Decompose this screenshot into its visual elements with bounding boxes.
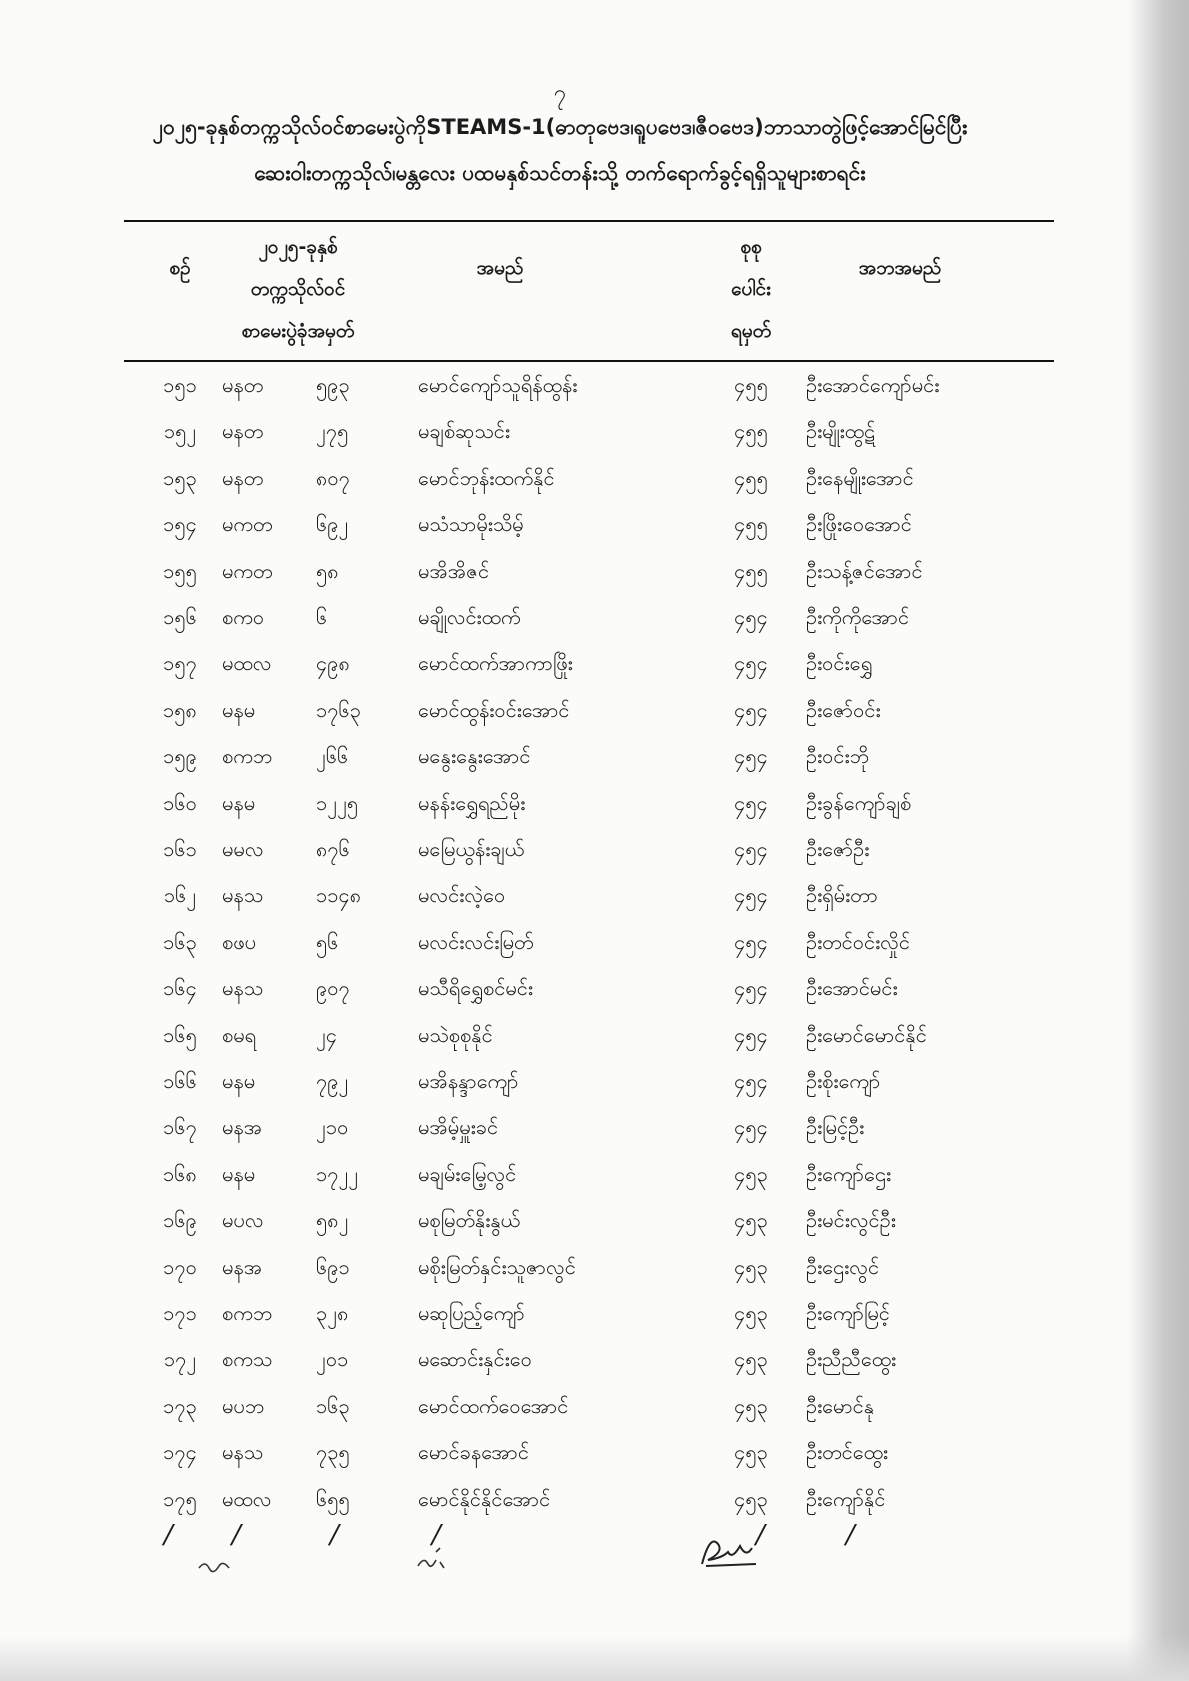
table-row (0, 1104, 1189, 1150)
table-row (0, 965, 1189, 1011)
cell-total-marks: ၄၅၄ (734, 837, 768, 861)
header-name (440, 247, 560, 289)
cell-roll-prefix: မနမ (222, 1161, 256, 1186)
cell-total-marks: ၄၅၅ (734, 419, 768, 444)
cell-roll-prefix: မထလ (222, 1486, 272, 1511)
cell-serial: ၁၅၇ (163, 651, 197, 676)
cell-roll-prefix: မကတ (222, 512, 273, 537)
cell-father-name: ဦးတင်ထွေး (806, 1440, 889, 1465)
cell-total-marks: ၄၅၄ (734, 1022, 768, 1047)
cell-total-marks: ၄၅၅ (734, 373, 768, 397)
table-row (0, 1058, 1189, 1104)
header-marks-line-2: ပေါင်း (731, 278, 771, 300)
cell-roll-prefix: မနမ (222, 697, 256, 722)
cell-roll-number: ၁၂၂၅ (316, 790, 359, 815)
table-row (0, 872, 1189, 918)
cell-name: မချမ်းမြေ့လွင် (418, 1161, 517, 1186)
document-title-line-1: ၂၀၂၅-ခုနှစ်တက္ကသိုလ်ဝင်စာမေးပွဲကိုSTEAMS-1(ဓာတုဗေဒ၊ရူပဗေဒ၊ဇီဝဗေဒ)ဘာသာတွဲဖြင့်အောင်မြင်ပြီး (152, 115, 968, 139)
cell-name: မောင်ဘုန်းထက်နိုင် (418, 465, 555, 490)
cell-roll-prefix: မနမ (222, 1069, 256, 1093)
cell-total-marks: ၄၅၃ (734, 1486, 768, 1511)
cell-roll-prefix: စကသ (222, 1347, 273, 1372)
cell-father-name: ဦးဇော်ဝင်း (806, 697, 881, 722)
cell-roll-number: ၁၇၆၃ (316, 697, 361, 722)
header-roll-line-2: တက္ကသိုလ်ဝင် (250, 278, 346, 300)
cell-roll-number: ၄၉၈ (316, 651, 350, 676)
cell-roll-number: ၆၉၁ (316, 1254, 350, 1279)
cell-father-name: ဦးအောင်မင်း (806, 976, 898, 1001)
cell-roll-number: ၆ (316, 605, 328, 629)
cell-father-name: ဦးရှိမ်းတာ (806, 883, 878, 908)
cell-roll-prefix: စကဝ (222, 605, 265, 629)
cell-roll-number: ၆၅၅ (316, 1486, 350, 1511)
signature-slash: / (326, 1520, 342, 1550)
table-row (0, 1383, 1189, 1429)
cell-serial: ၁၅၂ (163, 419, 197, 444)
cell-name: မောင်ထက်အာကာဖြိုး (418, 651, 573, 676)
cell-name: မအိအိဇင် (418, 558, 490, 583)
cell-serial: ၁၆၇ (163, 1115, 197, 1140)
cell-father-name: ဦးမောင်မောင်နိုင် (806, 1022, 927, 1047)
header-total-marks (711, 226, 791, 352)
header-marks-line-3: ရမှတ် (730, 320, 772, 342)
cell-name: မသံသာမိုးသိမ့် (418, 512, 524, 537)
cell-serial: ၁၆၅ (163, 1022, 197, 1047)
cell-father-name: ဦးဇော်ဦး (806, 837, 870, 861)
cell-name: မလင်းလင်းမြတ် (418, 929, 534, 954)
cell-roll-prefix: မနသ (222, 1440, 264, 1465)
cell-total-marks: ၄၅၄ (734, 605, 768, 629)
cell-total-marks: ၄၅၄ (734, 883, 768, 908)
cell-serial: ၁၅၁ (163, 373, 197, 397)
cell-name: မဆုပြည့်ကျော် (418, 1301, 525, 1325)
cell-total-marks: ၄၅၄ (734, 697, 768, 722)
table-row (0, 1336, 1189, 1382)
cell-father-name: ဦးဝင်းရွှေ (806, 651, 873, 676)
cell-serial: ၁၆၃ (163, 929, 197, 954)
cell-name: မနွေးနွေးအောင် (418, 744, 531, 769)
signature-row (0, 1520, 1189, 1580)
cell-father-name: ဦးမောင်နု (806, 1393, 875, 1418)
table-row (0, 501, 1189, 547)
cell-roll-prefix: မပလ (222, 1208, 264, 1233)
cell-serial: ၁၅၈ (163, 697, 197, 722)
cell-roll-number: ၂၁၀ (316, 1115, 349, 1140)
cell-total-marks: ၄၅၃ (734, 1208, 768, 1233)
cell-father-name: ဦးညီညီထွေး (806, 1347, 897, 1372)
cell-name: မချိုလင်းထက် (418, 605, 521, 629)
cell-father-name: ဦးမြင့်ဦး (806, 1115, 865, 1140)
table-row (0, 548, 1189, 594)
cell-serial: ၁၆၈ (163, 1161, 197, 1186)
header-father-label: အဘအမည် (858, 257, 942, 279)
cell-roll-prefix: မထလ (222, 651, 272, 676)
signature-slash: / (752, 1520, 768, 1550)
cell-father-name: ဦးခွန်ကျော်ချစ် (806, 790, 912, 815)
cell-serial: ၁၅၃ (163, 465, 197, 490)
cell-roll-number: ၆၉၂ (316, 512, 349, 537)
table-row (0, 780, 1189, 826)
header-roll-line-1: ၂၀၂၅-ခုနှစ် (258, 236, 338, 258)
cell-serial: ၁၅၆ (163, 605, 197, 629)
cell-roll-number: ၁၆၃ (316, 1393, 350, 1418)
header-marks-line-1: စုစု (740, 236, 762, 258)
cell-roll-prefix: မနတ (222, 465, 264, 490)
table-top-rule (124, 220, 1054, 222)
header-roll-line-3: စာမေးပွဲခုံအမှတ် (241, 320, 355, 342)
cell-serial: ၁၆၀ (163, 790, 197, 815)
cell-roll-prefix: မနသ (222, 883, 264, 908)
table-row (0, 733, 1189, 779)
cell-name: မချစ်ဆုသင်း (418, 419, 510, 444)
table-row (0, 1476, 1189, 1522)
cell-roll-prefix: စမရ (222, 1022, 257, 1047)
cell-roll-number: ၅၆ (316, 929, 339, 954)
cell-father-name: ဦးကျော်မြင့် (806, 1301, 890, 1325)
cell-serial: ၁၆၆ (163, 1069, 197, 1093)
table-row (0, 1197, 1189, 1243)
signature-slash: / (228, 1520, 244, 1550)
cell-roll-number: ၂၀၁ (316, 1347, 349, 1372)
cell-name: မနန်းရွှေရည်မိုး (418, 790, 526, 815)
cell-name: မစိုးမြတ်နှင်းသူဇာလွင် (418, 1254, 576, 1279)
cell-total-marks: ၄၅၄ (734, 651, 768, 676)
cell-total-marks: ၄၅၃ (734, 1393, 768, 1418)
header-name-label: အမည် (476, 257, 524, 279)
cell-total-marks: ၄၅၃ (734, 1254, 768, 1279)
table-row (0, 362, 1189, 408)
cell-roll-prefix: မနအ (222, 1254, 263, 1279)
cell-total-marks: ၄၅၅ (734, 465, 768, 490)
cell-name: မအိမ့်မှူးခင် (418, 1115, 499, 1140)
initials-mark (196, 1556, 232, 1580)
cell-father-name: ဦးမျိုးထွဋ် (806, 419, 876, 444)
header-father-name (810, 247, 990, 289)
cell-serial: ၁၆၉ (163, 1208, 197, 1233)
cell-name: မသီရိရွှေစင်မင်း (418, 976, 533, 1001)
cell-total-marks: ၄၅၃ (734, 1440, 768, 1465)
cell-name: မောင်ထွန်းဝင်းအောင် (418, 697, 570, 722)
cell-roll-prefix: စကဘ (222, 1301, 273, 1325)
cell-father-name: ဦးတင်ဝင်းလှိုင် (806, 929, 910, 954)
cell-serial: ၁၇၃ (163, 1393, 197, 1418)
cell-father-name: ဦးဖြိုးဝေအောင် (806, 512, 912, 537)
scan-bottom-shadow (0, 1635, 1189, 1681)
table-row (0, 594, 1189, 640)
cell-father-name: ဦးကျော်ဌေး (806, 1161, 892, 1186)
cell-roll-prefix: မနအ (222, 1115, 263, 1140)
table-row (0, 826, 1189, 872)
cell-roll-prefix: မနသ (222, 976, 264, 1001)
table-row (0, 455, 1189, 501)
cell-father-name: ဦးစိုးကျော် (806, 1069, 881, 1093)
cell-father-name: ဦးမင်းလွင်ဦး (806, 1208, 896, 1233)
cell-roll-prefix: စကဘ (222, 744, 273, 769)
cell-roll-number: ၂၆၆ (316, 744, 349, 769)
cell-roll-prefix: မနမ (222, 790, 256, 815)
cell-roll-number: ၂၄ (316, 1022, 338, 1047)
cell-father-name: ဦးဌေးလွင် (806, 1254, 880, 1279)
cell-serial: ၁၆၂ (163, 883, 197, 908)
cell-roll-number: ၈၇၆ (316, 837, 350, 861)
table-row (0, 640, 1189, 686)
cell-roll-prefix: စဖပ (222, 929, 257, 954)
document-title-line-2: ဆေးဝါးတက္ကသိုလ်၊မန္တလေး ပထမနှစ်သင်တန်းသို့ တက်ရောက်ခွင့်ရရှိသူများစာရင်း (254, 161, 866, 185)
page-number: ၇ (553, 81, 567, 106)
initials-mark (414, 1544, 448, 1574)
table-row (0, 919, 1189, 965)
table-row (0, 687, 1189, 733)
header-serial-label: စဉ် (169, 257, 191, 279)
table-row (0, 1151, 1189, 1197)
cell-roll-prefix: မမလ (222, 837, 264, 861)
table-row (0, 1429, 1189, 1475)
cell-serial: ၁၇၂ (163, 1347, 197, 1372)
cell-name: မဆောင်းနှင်းဝေ (418, 1347, 532, 1372)
cell-roll-prefix: မနတ (222, 419, 264, 444)
cell-roll-number: ၅၈ (316, 558, 339, 583)
cell-father-name: ဦးသန့်ဇင်အောင် (806, 558, 923, 583)
cell-roll-number: ၃၂၈ (316, 1301, 349, 1325)
cell-roll-prefix: မပဘ (222, 1393, 265, 1418)
signature-slash: / (428, 1520, 444, 1550)
table-row (0, 1290, 1189, 1336)
cell-name: မစုမြတ်နိုးနွယ် (418, 1208, 521, 1233)
cell-serial: ၁၇၁ (163, 1301, 197, 1325)
cell-serial: ၁၇၅ (163, 1486, 197, 1511)
cell-roll-number: ၇၉၂ (316, 1069, 349, 1093)
cell-total-marks: ၄၅၄ (734, 1069, 768, 1093)
cell-total-marks: ၄၅၄ (734, 744, 768, 769)
cell-name: မောင်နိုင်နိုင်အောင် (418, 1486, 551, 1511)
header-serial (145, 247, 215, 289)
cell-roll-prefix: မကတ (222, 558, 273, 583)
cell-serial: ၁၅၄ (163, 512, 197, 537)
cell-father-name: ဦးနေမျိုးအောင် (806, 465, 914, 490)
cell-father-name: ဦးကျော်နိုင် (806, 1486, 886, 1511)
cell-total-marks: ၄၅၅ (734, 558, 768, 583)
cell-roll-number: ၈၀၇ (316, 465, 350, 490)
cell-total-marks: ၄၅၃ (734, 1347, 768, 1372)
cell-total-marks: ၄၅၃ (734, 1301, 768, 1325)
cell-total-marks: ၄၅၄ (734, 1115, 768, 1140)
cell-father-name: ဦးအောင်ကျော်မင်း (806, 373, 940, 397)
cell-total-marks: ၄၅၄ (734, 790, 768, 815)
table-row (0, 1244, 1189, 1290)
signature-mark (696, 1528, 766, 1572)
header-roll-number (208, 226, 388, 352)
cell-roll-number: ၇၃၅ (316, 1440, 350, 1465)
cell-total-marks: ၄၅၅ (734, 512, 768, 537)
cell-serial: ၁၆၁ (163, 837, 197, 861)
cell-name: မလင်းလဲ့ဝေ (418, 883, 506, 908)
signature-slash: / (842, 1520, 858, 1550)
cell-serial: ၁၇၄ (163, 1440, 197, 1465)
cell-name: မအိနန္ဒာကျော် (418, 1069, 519, 1093)
cell-serial: ၁၅၅ (163, 558, 197, 583)
cell-serial: ၁၇၀ (163, 1254, 197, 1279)
cell-roll-number: ၁၁၄၈ (316, 883, 362, 908)
cell-name: မောင်ခနအောင် (418, 1440, 529, 1465)
cell-serial: ၁၆၄ (163, 976, 197, 1001)
table-row (0, 408, 1189, 454)
cell-name: မသဲစုစုနိုင် (418, 1022, 493, 1047)
cell-roll-prefix: မနတ (222, 373, 264, 397)
cell-father-name: ဦးဝင်းဘို (806, 744, 869, 769)
cell-roll-number: ၉၀၇ (316, 976, 350, 1001)
cell-name: မောင်ထက်ဝေအောင် (418, 1393, 569, 1418)
cell-roll-number: ၅၈၂ (316, 1208, 349, 1233)
cell-name: မောင်ကျော်သူရိန်ထွန်း (418, 373, 578, 397)
cell-total-marks: ၄၅၄ (734, 976, 768, 1001)
cell-total-marks: ၄၅၄ (734, 929, 768, 954)
cell-serial: ၁၅၉ (163, 744, 197, 769)
signature-slash: / (160, 1520, 176, 1550)
cell-father-name: ဦးကိုကိုအောင် (806, 605, 910, 629)
table-row (0, 1012, 1189, 1058)
cell-total-marks: ၄၅၃ (734, 1161, 768, 1186)
cell-roll-number: ၂၇၅ (316, 419, 349, 444)
cell-roll-number: ၅၉၃ (316, 373, 350, 397)
cell-roll-number: ၁၇၂၂ (316, 1161, 359, 1186)
cell-name: မမြေယွန်းချယ် (418, 837, 525, 861)
